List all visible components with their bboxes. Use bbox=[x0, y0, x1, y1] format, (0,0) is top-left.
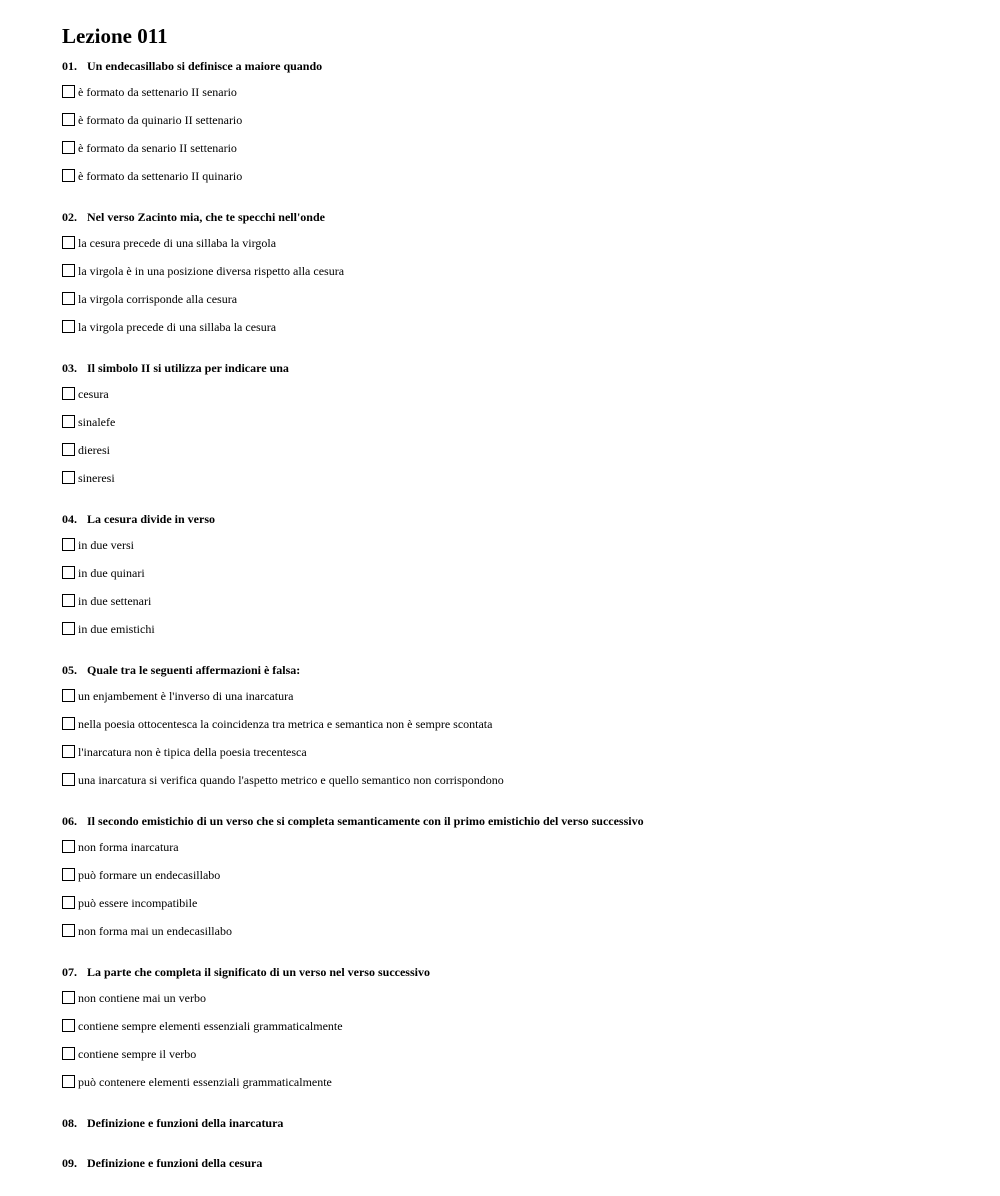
answer-checkbox[interactable] bbox=[62, 773, 75, 786]
answer-option bbox=[62, 112, 962, 140]
question-text: Un endecasillabo si definisce a maiore quando bbox=[87, 59, 323, 73]
question-09 bbox=[62, 1155, 962, 1171]
answer-option bbox=[62, 1046, 962, 1074]
answer-checkbox[interactable] bbox=[62, 264, 75, 277]
answer-option bbox=[62, 84, 962, 112]
answer-checkbox[interactable] bbox=[62, 415, 75, 428]
answer-label: una inarcatura si verifica quando l'aspetto metrico e quello semantico non corrispondono bbox=[78, 773, 504, 787]
question-spacer bbox=[62, 1102, 962, 1115]
answer-option bbox=[62, 168, 962, 196]
answer-label: in due settenari bbox=[78, 594, 152, 608]
answer-label: può formare un endecasillabo bbox=[78, 868, 221, 882]
answer-checkbox[interactable] bbox=[62, 840, 75, 853]
question-01 bbox=[62, 58, 962, 209]
question-text: Definizione e funzioni della inarcatura bbox=[87, 1116, 284, 1130]
question-number: 05. bbox=[62, 663, 77, 677]
question-02 bbox=[62, 209, 962, 360]
question-08 bbox=[62, 1115, 962, 1131]
answer-checkbox[interactable] bbox=[62, 113, 75, 126]
question-text: Definizione e funzioni della cesura bbox=[87, 1156, 263, 1170]
answer-option bbox=[62, 1018, 962, 1046]
answer-checkbox[interactable] bbox=[62, 689, 75, 702]
lesson-title: Lezione 011 bbox=[62, 24, 168, 48]
answer-option bbox=[62, 140, 962, 168]
answer-label: è formato da quinario II settenario bbox=[78, 113, 243, 127]
answer-checkbox[interactable] bbox=[62, 471, 75, 484]
answer-checkbox[interactable] bbox=[62, 1047, 75, 1060]
question-heading bbox=[62, 58, 962, 74]
answer-option bbox=[62, 319, 962, 347]
answer-label: in due emistichi bbox=[78, 622, 155, 636]
answer-checkbox[interactable] bbox=[62, 991, 75, 1004]
question-heading bbox=[62, 662, 962, 678]
answer-label: dieresi bbox=[78, 443, 110, 457]
question-number: 09. bbox=[62, 1156, 77, 1170]
question-spacer bbox=[62, 347, 962, 360]
answer-option bbox=[62, 537, 962, 565]
question-text: Il simbolo II si utilizza per indicare una bbox=[87, 361, 289, 375]
question-06 bbox=[62, 813, 962, 964]
answer-checkbox[interactable] bbox=[62, 387, 75, 400]
question-heading bbox=[62, 813, 962, 829]
question-04 bbox=[62, 511, 962, 662]
answer-label: la virgola è in una posizione diversa rispetto alla cesura bbox=[78, 264, 345, 278]
quiz-page bbox=[62, 24, 962, 1181]
question-text: La cesura divide in verso bbox=[87, 512, 215, 526]
question-number: 01. bbox=[62, 59, 77, 73]
answer-checkbox[interactable] bbox=[62, 141, 75, 154]
answer-option bbox=[62, 565, 962, 593]
answer-checkbox[interactable] bbox=[62, 236, 75, 249]
answer-checkbox[interactable] bbox=[62, 443, 75, 456]
answer-label: in due versi bbox=[78, 538, 134, 552]
question-heading bbox=[62, 964, 962, 980]
answer-option bbox=[62, 895, 962, 923]
answer-option bbox=[62, 1074, 962, 1102]
question-spacer bbox=[62, 498, 962, 511]
question-number: 08. bbox=[62, 1116, 77, 1130]
question-spacer bbox=[62, 649, 962, 662]
answer-label: non contiene mai un verbo bbox=[78, 991, 206, 1005]
answer-checkbox[interactable] bbox=[62, 1075, 75, 1088]
answer-option bbox=[62, 621, 962, 649]
answer-option bbox=[62, 386, 962, 414]
question-heading bbox=[62, 511, 962, 527]
answer-option bbox=[62, 470, 962, 498]
answer-label: nella poesia ottocentesca la coincidenza tra metrica e semantica non è sempre scontata bbox=[78, 717, 493, 731]
question-number: 03. bbox=[62, 361, 77, 375]
answer-option bbox=[62, 772, 962, 800]
answer-option bbox=[62, 990, 962, 1018]
answer-label: è formato da settenario II quinario bbox=[78, 169, 243, 183]
answer-label: in due quinari bbox=[78, 566, 145, 580]
question-heading bbox=[62, 360, 962, 376]
question-07 bbox=[62, 964, 962, 1115]
answer-option bbox=[62, 593, 962, 621]
answer-checkbox[interactable] bbox=[62, 292, 75, 305]
question-03 bbox=[62, 360, 962, 511]
answer-label: è formato da senario II settenario bbox=[78, 141, 237, 155]
answer-checkbox[interactable] bbox=[62, 924, 75, 937]
answer-option bbox=[62, 744, 962, 772]
answer-label: sineresi bbox=[78, 471, 115, 485]
question-spacer bbox=[62, 800, 962, 813]
question-heading bbox=[62, 209, 962, 225]
answer-label: non forma mai un endecasillabo bbox=[78, 924, 232, 938]
question-number: 06. bbox=[62, 814, 77, 828]
answer-option bbox=[62, 716, 962, 744]
answer-label: la virgola corrisponde alla cesura bbox=[78, 292, 238, 306]
answer-checkbox[interactable] bbox=[62, 868, 75, 881]
answer-option bbox=[62, 263, 962, 291]
answer-checkbox[interactable] bbox=[62, 717, 75, 730]
answer-label: cesura bbox=[78, 387, 109, 401]
answer-label: l'inarcatura non è tipica della poesia trecentesca bbox=[78, 745, 307, 759]
answer-label: può essere incompatibile bbox=[78, 896, 198, 910]
answer-label: contiene sempre elementi essenziali grammaticalmente bbox=[78, 1019, 343, 1033]
question-text: Il secondo emistichio di un verso che si completa semanticamente con il primo emistichio del verso successivo bbox=[87, 814, 644, 828]
question-heading bbox=[62, 1155, 962, 1171]
answer-checkbox[interactable] bbox=[62, 538, 75, 551]
question-text: Nel verso Zacinto mia, che te specchi nell'onde bbox=[87, 210, 325, 224]
question-spacer bbox=[62, 196, 962, 209]
question-spacer bbox=[62, 951, 962, 964]
answer-label: non forma inarcatura bbox=[78, 840, 179, 854]
question-text: Quale tra le seguenti affermazioni è falsa: bbox=[87, 663, 301, 677]
question-number: 02. bbox=[62, 210, 77, 224]
question-number: 04. bbox=[62, 512, 77, 526]
answer-option bbox=[62, 839, 962, 867]
answer-checkbox[interactable] bbox=[62, 594, 75, 607]
question-05 bbox=[62, 662, 962, 813]
answer-checkbox[interactable] bbox=[62, 1019, 75, 1032]
answer-checkbox[interactable] bbox=[62, 85, 75, 98]
answer-option bbox=[62, 235, 962, 263]
answer-checkbox[interactable] bbox=[62, 896, 75, 909]
answer-label: sinalefe bbox=[78, 415, 116, 429]
answer-checkbox[interactable] bbox=[62, 745, 75, 758]
answer-label: la cesura precede di una sillaba la virgola bbox=[78, 236, 277, 250]
answer-label: la virgola precede di una sillaba la cesura bbox=[78, 320, 277, 334]
answer-label: un enjambement è l'inverso di una inarcatura bbox=[78, 689, 294, 703]
answer-checkbox[interactable] bbox=[62, 169, 75, 182]
answer-label: è formato da settenario II senario bbox=[78, 85, 237, 99]
question-number: 07. bbox=[62, 965, 77, 979]
answer-checkbox[interactable] bbox=[62, 320, 75, 333]
answer-checkbox[interactable] bbox=[62, 622, 75, 635]
answer-checkbox[interactable] bbox=[62, 566, 75, 579]
question-heading bbox=[62, 1115, 962, 1131]
answer-option bbox=[62, 442, 962, 470]
answer-option bbox=[62, 688, 962, 716]
answer-option bbox=[62, 291, 962, 319]
answer-option bbox=[62, 414, 962, 442]
answer-label: può contenere elementi essenziali grammaticalmente bbox=[78, 1075, 332, 1089]
answer-label: contiene sempre il verbo bbox=[78, 1047, 197, 1061]
question-text: La parte che completa il significato di un verso nel verso successivo bbox=[87, 965, 430, 979]
answer-option bbox=[62, 867, 962, 895]
answer-option bbox=[62, 923, 962, 951]
